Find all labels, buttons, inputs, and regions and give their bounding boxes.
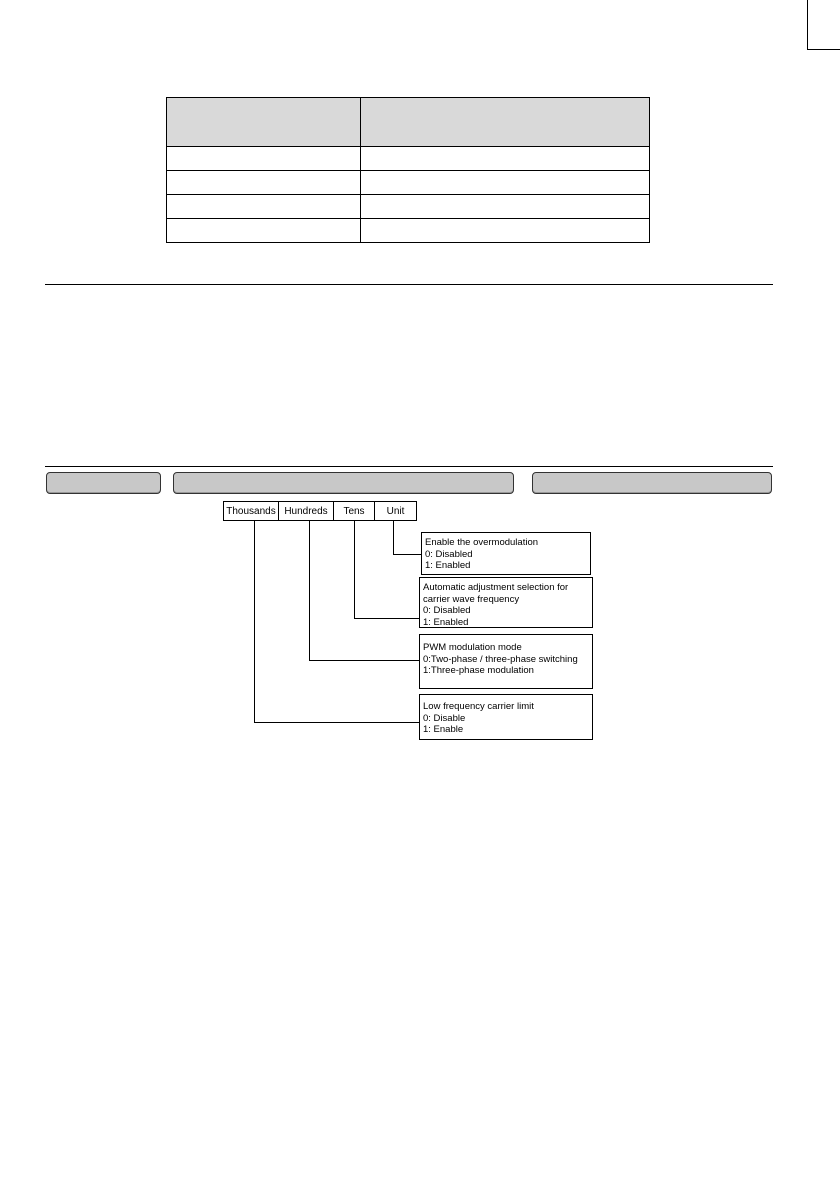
option-title: Enable the overmodulation [425, 537, 539, 548]
option-box-pwm-mode [419, 634, 593, 689]
option-title: Automatic adjustment selection for [423, 582, 569, 593]
option-value: 0: Disable [423, 712, 466, 724]
option-box-overmodulation [421, 532, 591, 575]
option-value: 0: Disabled [425, 548, 473, 560]
option-value: 1: Enabled [425, 560, 471, 571]
digit-hundreds: Hundreds [278, 501, 334, 521]
option-value: 0: Disabled [423, 605, 471, 616]
option-title-cont: carrier wave frequency [423, 593, 520, 605]
option-title: PWM modulation mode [423, 642, 522, 653]
option-value: 1:Three-phase modulation [423, 665, 534, 676]
option-value: 1: Enabled [423, 616, 469, 628]
digit-tens: Tens [333, 501, 375, 521]
option-value: 0:Two-phase / three-phase switching [423, 653, 578, 665]
option-value: 1: Enable [423, 724, 464, 735]
option-box-carrier-adjust [419, 577, 593, 628]
digit-unit: Unit [374, 501, 417, 521]
option-title: Low frequency carrier limit [423, 701, 534, 712]
option-box-low-freq-limit [419, 694, 593, 740]
digit-thousands: Thousands [223, 501, 279, 521]
